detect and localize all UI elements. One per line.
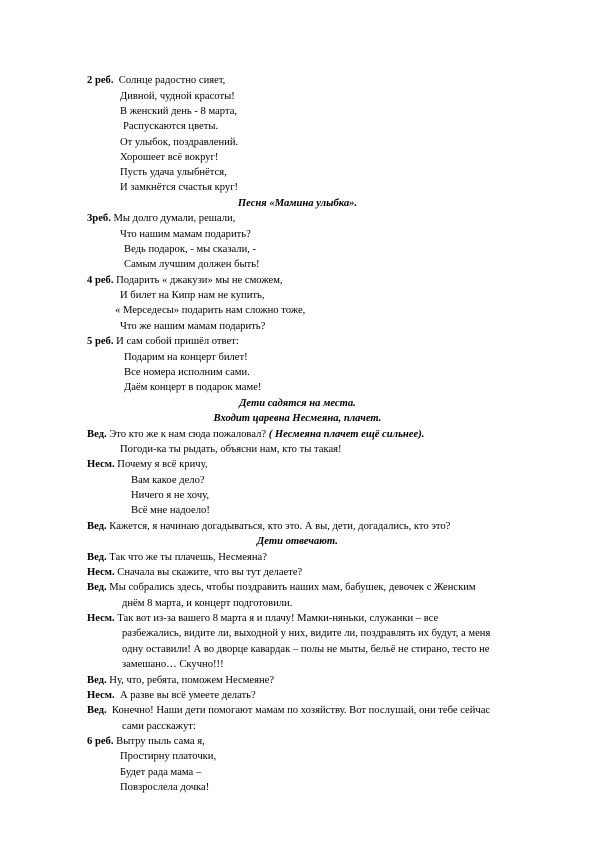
stage-direction: Дети отвечают. [257, 536, 338, 547]
verse-line: Простирну платочки, [120, 751, 217, 762]
speech-line [87, 551, 267, 564]
verse-line: Ничего я не хочу, [131, 490, 210, 501]
speaker-label: 4 реб. [87, 275, 114, 286]
verse-line: Вам какое дело? [131, 475, 205, 486]
verse-line: « Мерседесы» подарить нам сложно тоже, [115, 305, 306, 316]
speech-line [87, 458, 208, 471]
speaker-label: Вед. [87, 429, 107, 440]
speech-text: Ну, что, ребята, поможем Несмеяне? [109, 675, 275, 686]
verse-line: Подарим на концерт билет! [124, 352, 248, 363]
verse-line: Будет рада мама – [120, 767, 202, 778]
speech-text: А разве вы всё умеете делать? [119, 690, 256, 701]
speech-continuation: замешано… Скучно!!! [122, 659, 224, 670]
speech-continuation: Погоди-ка ты рыдать, объясни нам, кто ты такая! [120, 444, 342, 455]
verse-line: И билет на Кипр нам не купить, [120, 290, 265, 301]
speaker-label: Вед. [87, 675, 107, 686]
speech-text: Так вот из-за вашего 8 марта я и плачу! Мамки-няньки, служанки – все [117, 613, 439, 624]
speech-text: Так что же ты плачешь, Несмеяна? [109, 552, 267, 563]
speech-line [87, 274, 283, 287]
speech-text: И сам собой пришёл ответ: [116, 336, 239, 347]
verse-line: Самым лучшим должен быть! [124, 259, 260, 270]
speech-continuation: разбежались, видите ли, выходной у них, видите ли, поздравлять их будут, а меня [122, 628, 491, 639]
speaker-label: Вед. [87, 552, 107, 563]
verse-line: Всё мне надоело! [131, 505, 210, 516]
verse-line: Все номера исполним сами. [124, 367, 250, 378]
verse-line: В женский день - 8 марта, [120, 106, 238, 117]
speech-line [87, 74, 225, 87]
speech-line [87, 520, 450, 533]
stage-direction: Входит царевна Несмеяна, плачет. [213, 413, 382, 424]
verse-line: Хорошеет всё вокруг! [120, 152, 219, 163]
speech-text: Солнце радостно сияет, [118, 75, 226, 86]
speech-text: Мы собрались здесь, чтобы поздравить наших мам, бабушек, девочек с Женским [109, 582, 476, 593]
speech-text: Это кто же к нам сюда пожаловал? [109, 429, 267, 440]
speaker-label: Несм. [87, 567, 115, 578]
speech-line [87, 335, 239, 348]
speaker-label: 5 реб. [87, 336, 114, 347]
speaker-label: 6 реб. [87, 736, 114, 747]
verse-line: От улыбок, поздравлений. [120, 137, 239, 148]
speech-line [87, 689, 256, 702]
speech-text: Конечно! Наши дети помогают мамам по хозяйству. Вот послушай, они тебе сейчас [111, 705, 491, 716]
speech-line [87, 581, 476, 594]
verse-line: Распускаются цветы. [123, 121, 219, 132]
verse-line: Даём концерт в подарок маме! [124, 382, 262, 393]
speaker-label: Несм. [87, 613, 115, 624]
speech-continuation: сами расскажут: [122, 721, 196, 732]
speech-line [87, 612, 438, 625]
speech-line [87, 428, 424, 441]
speaker-label: Вед. [87, 582, 107, 593]
speaker-label: Несм. [87, 690, 115, 701]
stage-direction: Дети садятся на места. [239, 398, 356, 409]
verse-line: Повзрослела дочка! [120, 782, 210, 793]
speech-line [87, 566, 302, 579]
speech-line [87, 704, 490, 717]
speaker-label: Вед. [87, 521, 107, 532]
speech-line [87, 735, 205, 748]
stage-note: ( Несмеяна плачет ещё сильнее). [268, 429, 425, 440]
speech-text: Вытру пыль сама я, [116, 736, 205, 747]
verse-line: Дивной, чудной красоты! [120, 91, 235, 102]
verse-line: Что нашим мамам подарить? [120, 229, 251, 240]
verse-line: Пусть удача улыбнётся, [120, 167, 227, 178]
verse-line: Что же нашим мамам подарить? [120, 321, 266, 332]
speech-text: Почему я всё кричу, [117, 459, 208, 470]
speech-line [87, 212, 235, 225]
verse-line: И замкнётся счастья круг! [120, 182, 239, 193]
speech-text: Мы долго думали, решали, [113, 213, 236, 224]
speaker-label: Несм. [87, 459, 115, 470]
stage-direction: Песня «Мамина улыбка». [237, 198, 358, 209]
speech-continuation: днём 8 марта, и концерт подготовили. [122, 598, 293, 609]
speech-text: Сначала вы скажите, что вы тут делаете? [117, 567, 303, 578]
speaker-label: Вед. [87, 705, 107, 716]
speaker-label: 2 реб. [87, 75, 114, 86]
speech-line [87, 674, 274, 687]
speaker-label: 3реб. [87, 213, 111, 224]
speech-continuation: одну оставили! А во дворце кавардак – полы не мыты, бельё не стирано, тесто не [122, 644, 490, 655]
speech-text: Подарить « джакузи» мы не сможем, [116, 275, 283, 286]
speech-text: Кажется, я начинаю догадываться, кто это. А вы, дети, догадались, кто это? [109, 521, 451, 532]
verse-line: Ведь подарок, - мы сказали, - [124, 244, 257, 255]
